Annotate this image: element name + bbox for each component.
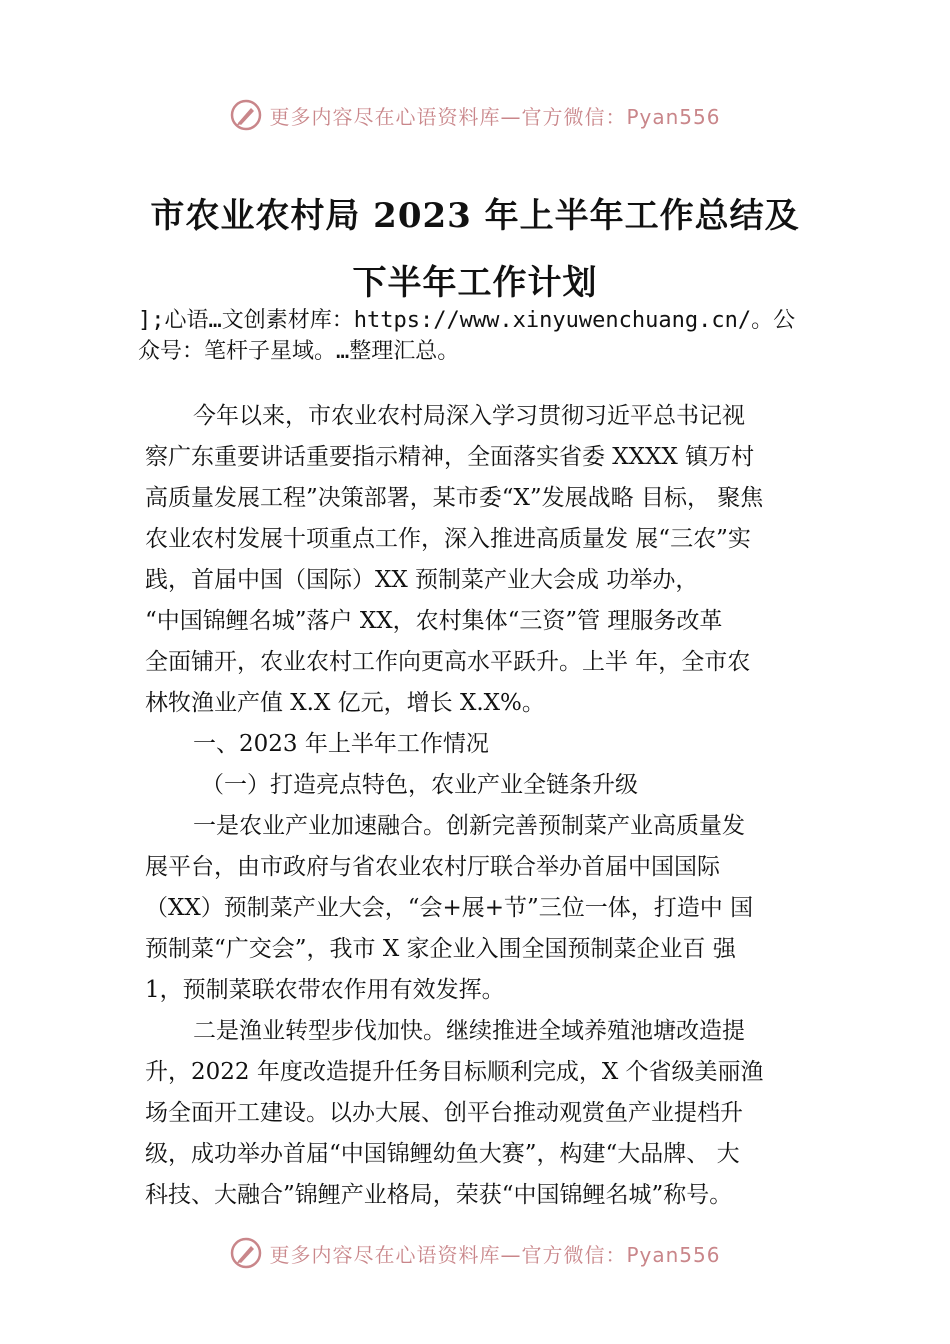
paragraph-line: 一是农业产业加速融合。创新完善预制菜产业高质量发 [193,813,745,839]
subsection-heading: （一）打造亮点特色，农业产业全链条升级 [201,772,638,798]
paragraph-line: 级，成功举办首届“中国锦鲤幼鱼大赛”，构建“大品牌、 大 [145,1141,740,1167]
paragraph-line: “中国锦鲤名城”落户 XX，农村集体“三资”管 理服务改革 [145,608,723,634]
paragraph-line: 今年以来，市农业农村局深入学习贯彻习近平总书记视 [193,403,745,429]
paragraph-line: 场全面开工建设。以办大展、创平台推动观赏鱼产业提档升 [145,1100,743,1126]
paragraph-line: 林牧渔业产值 X.X 亿元，增长 X.X%。 [145,690,545,716]
paragraph-line: 1，预制菜联农带农作用有效发挥。 [145,977,505,1003]
source-note-line: 众号：笔杆子星域。…整理汇总。 [138,339,460,364]
document-title-line2: 下半年工作计划 [352,263,598,303]
paragraph-line: 展平台，由市政府与省农业农村厅联合举办首届中国国际 [145,854,720,880]
source-note [138,305,838,367]
source-note-line: ];心语…文创素材库：https://www.xinyuwenchuang.cn/。公 [138,308,796,333]
paragraph-line: 高质量发展工程”决策部署，某市委“X”发展战略 目标， 聚焦 [145,485,764,511]
banner-text: 更多内容尽在心语资料库—官方微信：Pyan556 [269,104,721,129]
section-heading: 一、2023 年上半年工作情况 [193,731,489,757]
header-banner [0,95,950,135]
document-body [145,396,835,1216]
paragraph-line: 预制菜“广交会”，我市 X 家企业入围全国预制菜企业百 强 [145,936,736,962]
paragraph-line: 科技、大融合”锦鲤产业格局，荣获“中国锦鲤名城”称号。 [145,1182,733,1208]
paragraph-line: 全面铺开，农业农村工作向更高水平跃升。上半 年，全市农 [145,649,751,675]
paragraph-line: 升，2022 年度改造提升任务目标顺利完成，X 个省级美丽渔 [145,1059,764,1085]
paragraph-line: 农业农村发展十项重点工作，深入推进高质量发 展“三农”实 [145,526,751,552]
paragraph-line: 践，首届中国（国际）XX 预制菜产业大会成 功举办， [145,567,699,593]
pen-logo-icon [229,1236,263,1270]
paragraph-line: （XX）预制菜产业大会，“会+展+节”三位一体，打造中 国 [145,895,754,921]
footer-banner [0,1233,950,1273]
paragraph-line: 察广东重要讲话重要指示精神，全面落实省委 XXXX 镇万村 [145,444,755,470]
pen-logo-icon [229,98,263,132]
paragraph-line: 二是渔业转型步伐加快。继续推进全域养殖池塘改造提 [193,1018,745,1044]
banner-text: 更多内容尽在心语资料库—官方微信：Pyan556 [269,1242,721,1267]
document-title-line1: 市农业农村局 2023 年上半年工作总结及 [150,196,800,236]
